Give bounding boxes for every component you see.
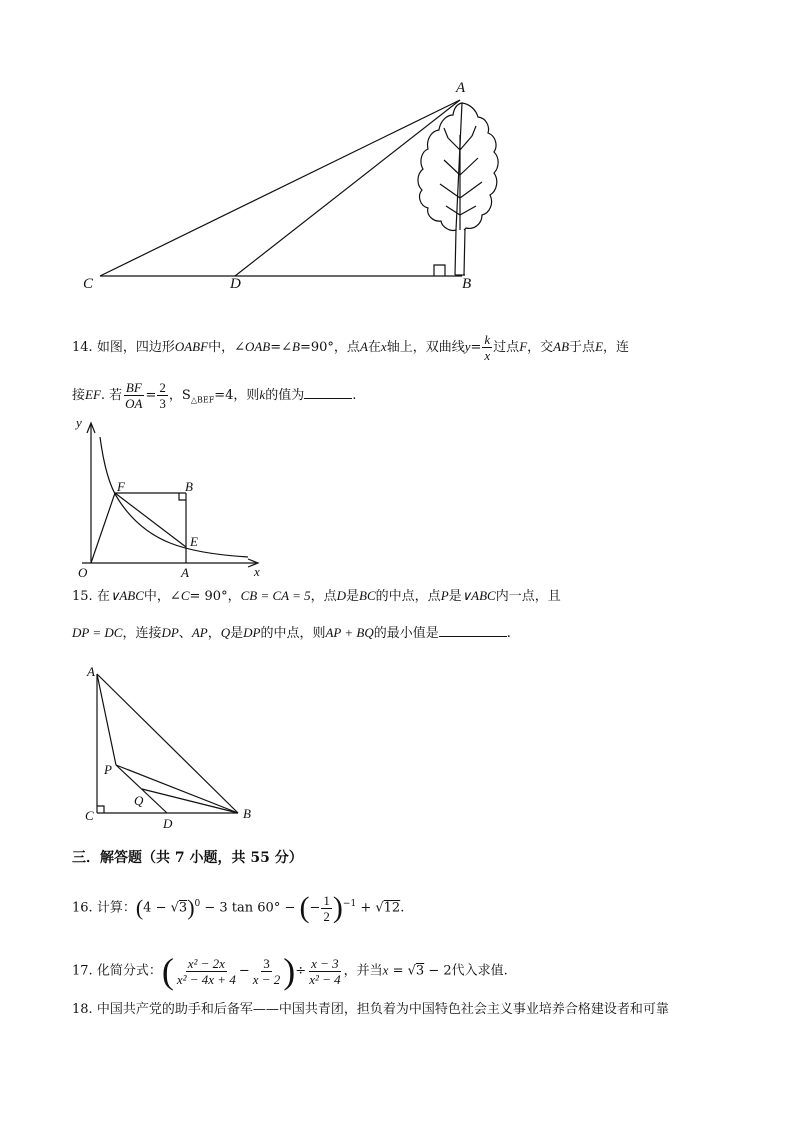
text: D <box>336 588 347 603</box>
segment-ab <box>97 674 238 813</box>
text: 内一点，且 <box>495 589 561 604</box>
text: 接 <box>72 388 86 403</box>
right-angle-mark <box>97 806 104 813</box>
question-number: 18. <box>72 1002 93 1017</box>
text: OAB <box>244 339 271 354</box>
segment-da <box>235 100 460 276</box>
text: x <box>382 962 389 978</box>
right-angle-mark <box>434 265 445 276</box>
radicand: 3 <box>178 900 188 916</box>
text: = <box>388 963 408 979</box>
text: y <box>464 339 471 354</box>
text: 是 <box>230 626 244 641</box>
text: ∨ABC <box>109 588 144 603</box>
denominator: x <box>484 348 491 363</box>
fraction-1 <box>175 956 238 987</box>
fig13-label-a: A <box>456 80 466 96</box>
text: Q <box>220 625 231 640</box>
text: ， <box>207 626 221 641</box>
text: 在 <box>96 589 110 604</box>
fig14-label-a: A <box>181 565 189 580</box>
text: ÷ <box>295 963 307 979</box>
text: =∠ <box>270 340 293 355</box>
exponent: 0 <box>194 899 201 910</box>
text: OABF <box>174 339 209 354</box>
answer-blank[interactable] <box>304 397 352 399</box>
exponent: −1 <box>342 899 357 910</box>
fraction-k-over-x <box>482 332 492 363</box>
text: = <box>470 340 482 355</box>
fraction-one-half <box>321 893 332 924</box>
question-14-line2 <box>72 380 356 411</box>
numerator: x² − 2x <box>187 955 225 971</box>
fig14-label-y: y <box>76 415 82 430</box>
text: 于点 <box>569 340 596 355</box>
figure-tree-triangle <box>0 0 794 300</box>
text: 的值为 <box>265 388 305 403</box>
text: A <box>359 339 368 354</box>
hyperbola-curve <box>100 437 248 557</box>
numerator: 1 <box>323 892 330 908</box>
denominator: 3 <box>159 396 166 411</box>
sqrt-3: √3 <box>170 900 188 916</box>
question-text: 中国共产党的助手和后备军——中国共青团，担负着为中国特色社会主义事业培养合格建设者和可靠 <box>96 1002 669 1017</box>
denominator: OA <box>125 396 143 411</box>
segment-of <box>91 493 115 563</box>
subscript: △BEF <box>190 395 215 405</box>
text: CB = CA = 5 <box>240 588 311 603</box>
text: ，交 <box>527 340 554 355</box>
denominator: 2 <box>323 908 330 924</box>
text: ，连 <box>603 340 630 355</box>
text: 轴上，双曲线 <box>386 340 465 355</box>
segment-fe <box>115 493 186 547</box>
tree-branches <box>440 126 482 230</box>
text: = 90°， <box>189 589 241 604</box>
text: EF <box>85 387 101 402</box>
question-14-line1 <box>72 332 629 363</box>
paren: ) <box>283 951 296 991</box>
segment-ap <box>97 674 116 765</box>
text: AP <box>191 625 208 640</box>
fig13-label-b: B <box>462 276 472 292</box>
text: 是 <box>346 589 360 604</box>
text: 的最小值是 <box>373 626 439 641</box>
text: DP = DC <box>72 625 123 640</box>
question-number: 14. <box>72 340 93 355</box>
text: − 3 tan 60° − <box>200 900 300 916</box>
paren: ( <box>135 895 144 920</box>
figure-hyperbola <box>0 415 794 585</box>
section-heading: 三．解答题（共 7 小题，共 55 分） <box>72 850 303 866</box>
tree-canopy <box>418 103 498 230</box>
question-16 <box>72 890 404 926</box>
fig14-label-f: F <box>117 479 125 494</box>
text: k <box>259 387 266 402</box>
fig15-label-p: P <box>104 762 112 777</box>
text: ，连接 <box>122 626 162 641</box>
numerator: 3 <box>263 955 270 971</box>
segment-qb <box>142 789 238 813</box>
text: B <box>292 339 300 354</box>
numerator: 2 <box>159 380 166 395</box>
text: E <box>595 339 604 354</box>
text: 过点 <box>493 340 520 355</box>
text: 4 − <box>143 900 171 916</box>
fraction-3 <box>307 956 342 987</box>
fig14-label-b: B <box>185 479 193 494</box>
fig15-label-d: D <box>163 816 173 831</box>
tree-trunk <box>455 229 465 275</box>
text: AP + BQ <box>325 625 374 640</box>
text: . <box>400 900 405 916</box>
text: 在 <box>367 340 381 355</box>
text: AB <box>553 339 570 354</box>
paren: ( <box>161 951 174 991</box>
denominator: x² − 4 <box>309 971 341 987</box>
text: ，点 <box>310 589 337 604</box>
text: − 2代入求值. <box>424 963 508 979</box>
fraction-2 <box>251 956 283 987</box>
text: F <box>519 339 528 354</box>
text: 的中点，则 <box>260 626 326 641</box>
paren: ) <box>332 891 343 924</box>
fig14-label-e: E <box>190 534 198 549</box>
question-15-line1 <box>72 586 561 607</box>
text: ，S <box>168 388 191 403</box>
text: . <box>352 388 357 403</box>
figure-right-triangle <box>0 660 794 830</box>
fig15-label-b: B <box>243 806 251 821</box>
denominator: x − 2 <box>252 971 281 987</box>
text: DP <box>161 625 179 640</box>
sqrt-12: √12 <box>375 900 401 916</box>
numerator: BF <box>125 380 142 395</box>
text: =90°，点 <box>300 340 360 355</box>
text: 是 <box>448 589 462 604</box>
fig13-label-d: D <box>230 276 241 292</box>
question-number: 17. <box>72 963 93 979</box>
text: . <box>506 626 511 641</box>
radicand: 3 <box>415 963 425 979</box>
text: DP <box>243 625 261 640</box>
numerator: x − 3 <box>311 955 339 971</box>
text: C <box>180 588 190 603</box>
fig14-label-o: O <box>78 565 88 580</box>
sqrt-3: √3 <box>407 963 425 979</box>
fraction-bf-over-oa <box>123 380 144 411</box>
text: ∨ABC <box>461 588 496 603</box>
answer-blank[interactable] <box>439 635 507 637</box>
fig14-label-x: x <box>254 564 260 579</box>
text: 中，∠ <box>208 340 245 355</box>
text: = <box>145 388 157 403</box>
text: P <box>440 588 449 603</box>
segment-ca <box>100 100 460 276</box>
fig13-label-c: C <box>83 276 94 292</box>
denominator: x² − 4x + 4 <box>176 971 236 987</box>
text: BC <box>359 588 376 603</box>
text: 化简分式： <box>96 963 162 979</box>
text: − <box>309 900 321 916</box>
text: 、 <box>178 626 192 641</box>
fig15-label-a: A <box>87 664 95 679</box>
text: 中，∠ <box>143 589 181 604</box>
text: . 若 <box>100 388 123 403</box>
text: − <box>238 963 250 979</box>
question-18 <box>72 1000 669 1020</box>
text: ，并当 <box>343 963 383 979</box>
question-15-line2 <box>72 623 511 644</box>
question-number: 15. <box>72 589 93 604</box>
text: + <box>356 900 376 916</box>
paren: ) <box>187 895 195 920</box>
numerator: k <box>484 332 491 347</box>
paren: ( <box>299 891 310 924</box>
text: x <box>380 339 387 354</box>
text: =4，则 <box>214 388 260 403</box>
question-17 <box>72 953 508 989</box>
text: 计算： <box>96 900 136 916</box>
radicand: 12 <box>383 900 401 916</box>
text: 的中点，点 <box>375 589 441 604</box>
fig15-label-q: Q <box>134 793 144 808</box>
text: 如图，四边形 <box>96 340 175 355</box>
fraction-two-thirds <box>157 380 168 411</box>
fig15-label-c: C <box>85 808 94 823</box>
question-number: 16. <box>72 900 93 916</box>
